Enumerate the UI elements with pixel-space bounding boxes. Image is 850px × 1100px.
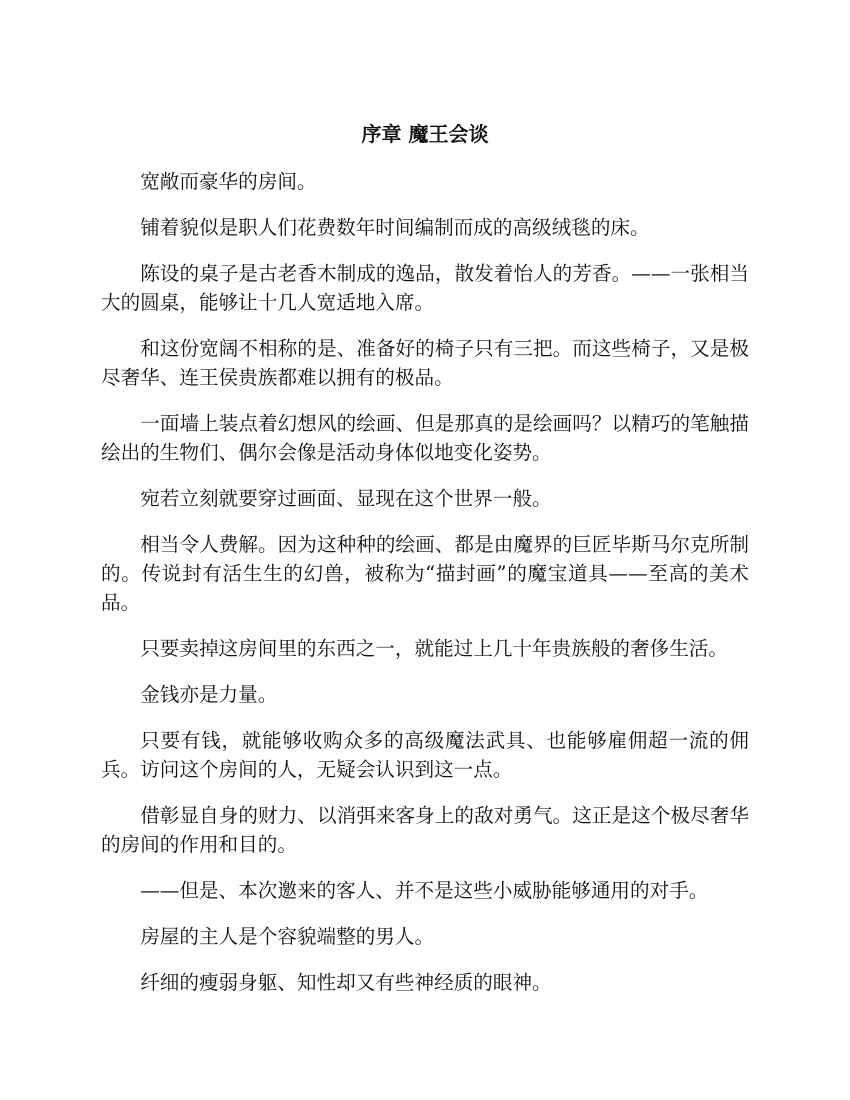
paragraph: ——但是、本次邀来的客人、并不是这些小威胁能够通用的对手。 (140, 879, 709, 902)
paragraph: 铺着貌似是职人们花费数年时间编制而成的高级绒毯的床。 (140, 216, 650, 239)
document-body (101, 167, 749, 1014)
chapter-title: 序章 魔王会谈 (361, 122, 489, 146)
paragraph: 和这份宽阔不相称的是、准备好的椅子只有三把。而这些椅子，又是极尽奢华、连王侯贵族都难以拥有的极品。 (101, 337, 749, 389)
paragraph: 陈设的桌子是古老香木制成的逸品，散发着怡人的芳香。——一张相当大的圆桌，能够让十几人宽适地入席。 (101, 262, 749, 314)
paragraph: 借彰显自身的财力、以消弭来客身上的敌对勇气。这正是这个极尽奢华的房间的作用和目的。 (101, 804, 749, 856)
paragraph: 宛若立刻就要穿过画面、显现在这个世界一般。 (140, 487, 552, 510)
paragraph: 金钱亦是力量。 (140, 683, 278, 706)
paragraph: 房屋的主人是个容貌端整的男人。 (140, 925, 435, 948)
paragraph: 宽敞而豪华的房间。 (140, 170, 317, 193)
paragraph: 只要有钱，就能够收购众多的高级魔法武具、也能够雇佣超一流的佣兵。访问这个房间的人，无疑会认识到这一点。 (101, 729, 749, 781)
paragraph: 纤细的瘦弱身躯、知性却又有些神经质的眼神。 (140, 971, 552, 994)
paragraph: 一面墙上装点着幻想风的绘画、但是那真的是绘画吗？以精巧的笔触描绘出的生物们、偶尔会像是活动身体似地变化姿势。 (101, 412, 749, 464)
paragraph: 相当令人费解。因为这种种的绘画、都是由魔界的巨匠毕斯马尔克所制的。传说封有活生生的幻兽，被称为“描封画”的魔宝道具——至高的美术品。 (101, 533, 749, 614)
paragraph: 只要卖掉这房间里的东西之一，就能过上几十年贵族般的奢侈生活。 (140, 637, 728, 660)
